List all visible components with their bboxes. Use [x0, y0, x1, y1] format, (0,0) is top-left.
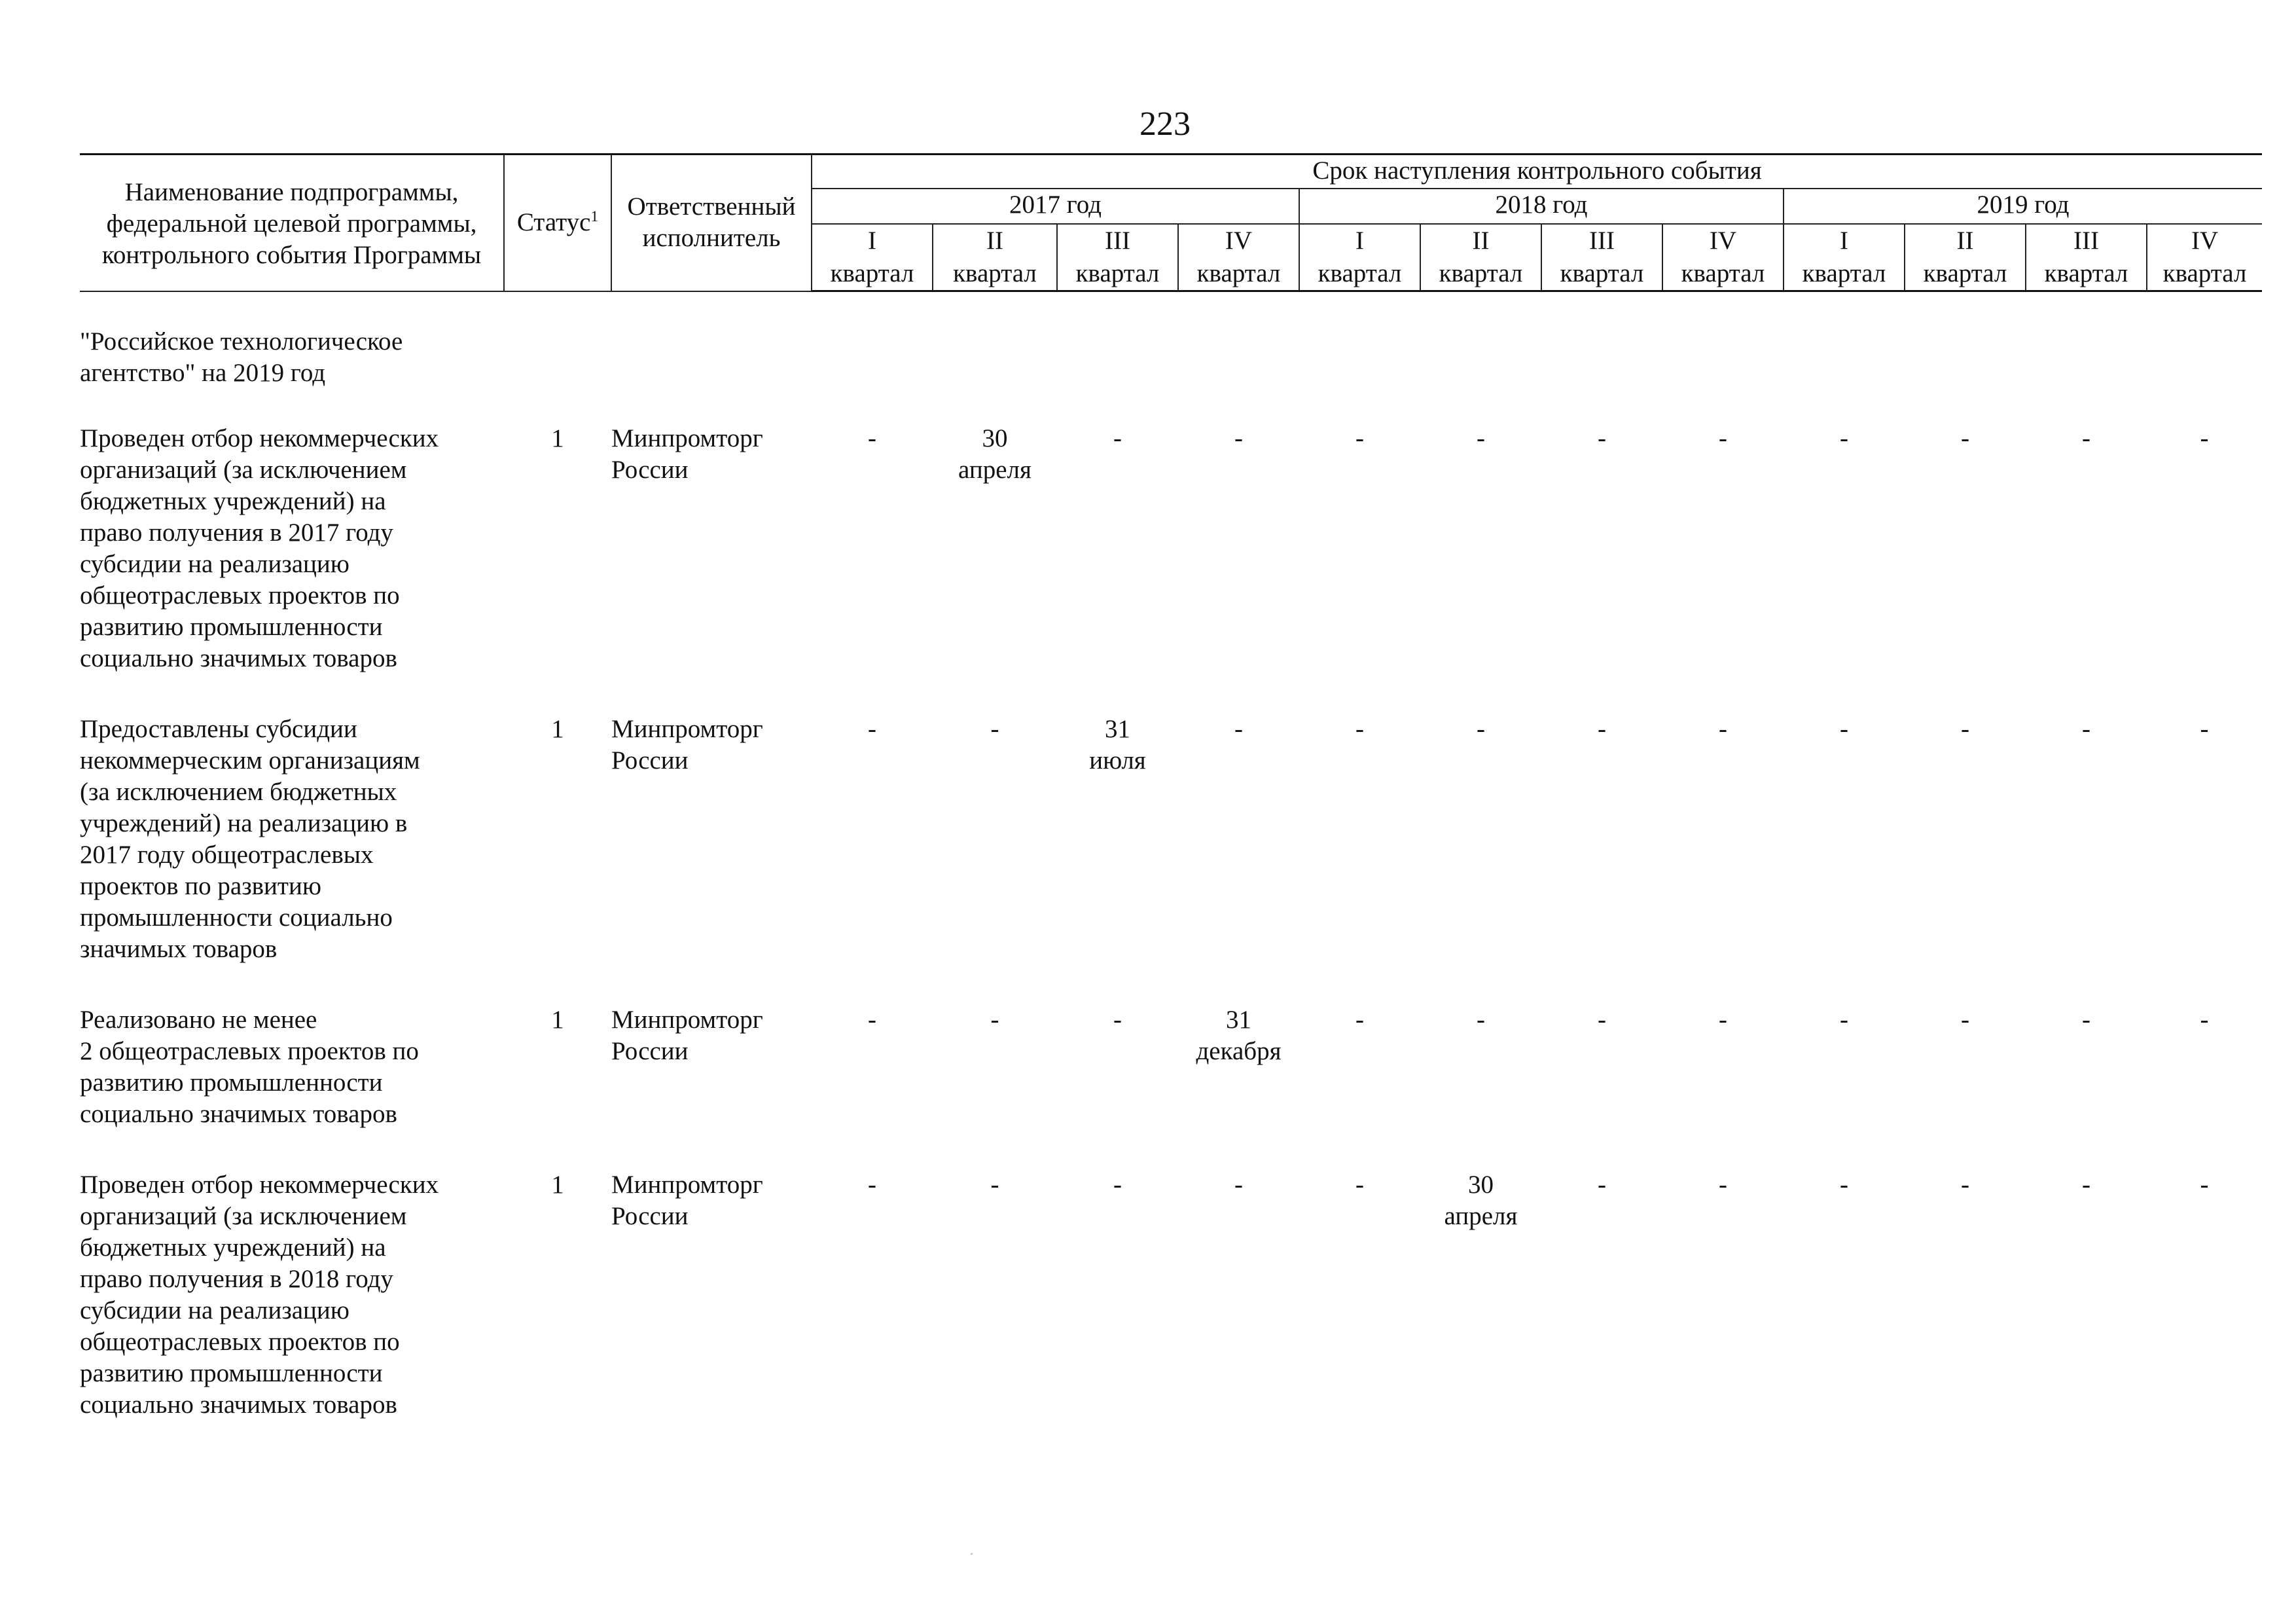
event-name-line: промышленности социально	[80, 903, 393, 932]
quarter-numeral: I	[1840, 227, 1848, 255]
quarter-value: -	[1234, 1170, 1243, 1199]
quarter-value: -	[1113, 1170, 1122, 1199]
quarter-cell	[933, 1004, 1057, 1169]
quarter-cell	[1420, 714, 1541, 1004]
table-row	[80, 714, 2262, 1004]
quarter-value: -	[1355, 1005, 1364, 1034]
quarter-word: квартал	[1923, 259, 2007, 287]
quarter-value: -	[2200, 1005, 2209, 1034]
quarter-word: квартал	[1560, 259, 1644, 287]
event-name-line: учреждений) на реализацию в	[80, 809, 408, 837]
quarter-numeral: IV	[1225, 227, 1253, 255]
quarter-value: -	[868, 1170, 876, 1199]
responsible-line: России	[611, 1201, 689, 1230]
quarter-cell	[2147, 1004, 2262, 1169]
event-name-line: общеотраслевых проектов по	[80, 1327, 400, 1356]
quarter-cell	[1178, 1004, 1299, 1169]
quarter-numeral: IV	[1709, 227, 1737, 255]
quarter-value: -	[1840, 424, 1848, 452]
subprogram-intro-row	[80, 291, 2262, 423]
quarter-cell	[1057, 1004, 1178, 1169]
quarter-cell	[812, 1169, 933, 1460]
quarter-word: квартал	[2162, 259, 2247, 287]
quarter-value: апреля	[958, 455, 1031, 484]
quarter-cell	[1178, 1169, 1299, 1460]
quarter-word: квартал	[1318, 259, 1402, 287]
event-name-line: организаций (за исключением	[80, 1201, 407, 1230]
quarter-cell	[1178, 714, 1299, 1004]
event-status-cell: 1	[551, 714, 564, 743]
quarter-cell	[933, 1169, 1057, 1460]
quarter-cell	[933, 423, 1057, 714]
quarter-value: -	[2082, 1170, 2090, 1199]
quarter-value: -	[1840, 1005, 1848, 1034]
quarter-value: -	[1719, 1170, 1727, 1199]
quarter-cell	[1784, 1169, 1905, 1460]
page-number: 223	[1139, 105, 1191, 143]
intro-line: "Российское технологическое	[80, 327, 403, 356]
quarter-value: -	[1961, 1170, 1969, 1199]
quarter-cell	[1662, 1004, 1784, 1169]
quarter-value: июля	[1089, 746, 1146, 775]
header-year-2019: 2019 год	[1784, 189, 2262, 224]
event-name-line: социально значимых товаров	[80, 644, 397, 672]
quarter-cell	[1662, 423, 1784, 714]
quarter-value: -	[1840, 1170, 1848, 1199]
quarter-value: -	[1598, 1170, 1606, 1199]
quarter-value: -	[1598, 714, 1606, 743]
quarter-cell	[1784, 714, 1905, 1004]
quarter-value: -	[1477, 1005, 1485, 1034]
quarter-cell	[812, 1004, 933, 1169]
quarter-value: -	[868, 714, 876, 743]
header-quarter-4	[1178, 224, 1299, 291]
quarter-value: -	[868, 424, 876, 452]
event-responsible-cell	[611, 1004, 812, 1169]
table-header	[80, 155, 2262, 291]
header-quarter-9	[1784, 224, 1905, 291]
status-footnote-mark: 1	[590, 208, 599, 226]
quarter-cell	[2026, 1169, 2147, 1460]
quarter-value: -	[1961, 424, 1969, 452]
header-responsible-column	[611, 155, 812, 291]
header-quarter-10	[1905, 224, 2026, 291]
event-status-cell: 1	[551, 424, 564, 452]
quarter-numeral: II	[1956, 227, 1974, 255]
quarter-cell	[1420, 423, 1541, 714]
control-events-table	[80, 153, 2262, 1460]
quarter-value: -	[1234, 714, 1243, 743]
quarter-cell	[1299, 423, 1420, 714]
quarter-numeral: III	[1589, 227, 1615, 255]
event-name-line: Реализовано не менее	[80, 1005, 317, 1034]
event-name-line: 2017 году общеотраслевых	[80, 840, 374, 869]
header-responsible-line: Ответственный	[627, 192, 796, 221]
quarter-value: -	[1598, 424, 1606, 452]
quarter-cell	[1541, 1169, 1662, 1460]
quarter-cell	[1541, 714, 1662, 1004]
event-name-line: Проведен отбор некоммерческих	[80, 1170, 439, 1199]
quarter-cell	[1420, 1004, 1541, 1169]
quarter-word: квартал	[1802, 259, 1886, 287]
quarter-value: -	[990, 1170, 999, 1199]
quarter-value: -	[1355, 424, 1364, 452]
quarter-cell	[812, 423, 933, 714]
quarter-cell	[1784, 1004, 1905, 1169]
event-name-cell	[80, 1169, 504, 1460]
scan-speck	[971, 1553, 973, 1555]
quarter-value: -	[990, 714, 999, 743]
header-status-column	[504, 155, 611, 291]
quarter-value: -	[1477, 424, 1485, 452]
header-quarter-12	[2147, 224, 2262, 291]
quarter-cell	[2147, 423, 2262, 714]
event-name-line: Проведен отбор некоммерческих	[80, 424, 439, 452]
quarter-cell	[1662, 714, 1784, 1004]
quarter-value: 30	[1468, 1170, 1494, 1199]
quarter-value: -	[1719, 1005, 1727, 1034]
event-name-cell	[80, 423, 504, 714]
quarter-word: квартал	[2044, 259, 2128, 287]
quarter-cell	[1178, 423, 1299, 714]
quarter-value: -	[2082, 1005, 2090, 1034]
event-name-line: развитию промышленности	[80, 1359, 383, 1387]
quarter-cell	[1905, 714, 2026, 1004]
event-name-line: развитию промышленности	[80, 1068, 383, 1097]
event-name-line: социально значимых товаров	[80, 1099, 397, 1128]
quarter-value: -	[1234, 424, 1243, 452]
quarter-value: -	[1355, 1170, 1364, 1199]
quarter-cell	[1662, 1169, 1784, 1460]
header-name-line: Наименование подпрограммы,	[124, 178, 459, 207]
quarter-value: -	[2082, 714, 2090, 743]
quarter-cell	[1299, 714, 1420, 1004]
responsible-line: Минпромторг	[611, 714, 763, 743]
quarter-value: -	[1719, 424, 1727, 452]
event-responsible-cell	[611, 423, 812, 714]
event-status-cell: 1	[551, 1005, 564, 1034]
quarter-word: квартал	[953, 259, 1037, 287]
event-name-line: Предоставлены субсидии	[80, 714, 357, 743]
table-row	[80, 423, 2262, 714]
header-quarter-3	[1057, 224, 1178, 291]
table-row	[80, 1169, 2262, 1460]
table-body	[80, 291, 2262, 1460]
quarter-cell	[1905, 423, 2026, 714]
responsible-line: России	[611, 1036, 689, 1065]
header-quarter-2	[933, 224, 1057, 291]
responsible-line: России	[611, 455, 689, 484]
quarter-value: -	[1113, 1005, 1122, 1034]
quarter-value: -	[1355, 714, 1364, 743]
quarter-cell	[1057, 714, 1178, 1004]
quarter-word: квартал	[1075, 259, 1160, 287]
quarter-value: апреля	[1444, 1201, 1518, 1230]
quarter-cell	[1299, 1169, 1420, 1460]
event-name-line: субсидии на реализацию	[80, 549, 350, 578]
event-name-line: 2 общеотраслевых проектов по	[80, 1036, 419, 1065]
header-status-label: Статус	[516, 208, 591, 237]
header-name-line: федеральной целевой программы,	[106, 210, 477, 238]
header-name-line: контрольного события Программы	[101, 241, 482, 270]
quarter-cell	[1905, 1004, 2026, 1169]
quarter-numeral: II	[986, 227, 1003, 255]
header-deadline-group: Срок наступления контрольного события	[812, 155, 2262, 189]
event-responsible-cell	[611, 714, 812, 1004]
quarter-value: декабря	[1196, 1036, 1282, 1065]
quarter-cell	[1784, 423, 1905, 714]
quarter-value: -	[1598, 1005, 1606, 1034]
header-quarter-1	[812, 224, 933, 291]
quarter-value: -	[1719, 714, 1727, 743]
header-quarter-8	[1662, 224, 1784, 291]
responsible-line: Минпромторг	[611, 1005, 763, 1034]
quarter-value: -	[1840, 714, 1848, 743]
quarter-value: -	[2200, 1170, 2209, 1199]
header-quarter-7	[1541, 224, 1662, 291]
event-name-cell	[80, 714, 504, 1004]
quarter-cell	[1541, 423, 1662, 714]
event-name-line: общеотраслевых проектов по	[80, 581, 400, 610]
quarter-value: -	[1961, 714, 1969, 743]
quarter-word: квартал	[830, 259, 914, 287]
quarter-value: 30	[982, 424, 1008, 452]
event-name-line: право получения в 2018 году	[80, 1264, 393, 1293]
event-name-line: (за исключением бюджетных	[80, 777, 397, 806]
event-name-line: бюджетных учреждений) на	[80, 1233, 386, 1262]
header-quarter-6	[1420, 224, 1541, 291]
quarter-word: квартал	[1439, 259, 1523, 287]
event-responsible-cell	[611, 1169, 812, 1460]
quarter-numeral: III	[1105, 227, 1130, 255]
quarter-value: -	[868, 1005, 876, 1034]
quarter-cell	[812, 714, 933, 1004]
quarter-cell	[1299, 1004, 1420, 1169]
header-name-column	[80, 155, 504, 291]
quarter-cell	[1057, 423, 1178, 714]
event-name-line: право получения в 2017 году	[80, 518, 393, 547]
quarter-value: -	[2200, 424, 2209, 452]
event-name-line: развитию промышленности	[80, 612, 383, 641]
quarter-word: квартал	[1196, 259, 1281, 287]
quarter-value: -	[1477, 714, 1485, 743]
quarter-numeral: III	[2073, 227, 2099, 255]
event-name-line: организаций (за исключением	[80, 455, 407, 484]
event-name-line: субсидии на реализацию	[80, 1296, 350, 1324]
header-quarter-5	[1299, 224, 1420, 291]
header-year-2018: 2018 год	[1299, 189, 1784, 224]
quarter-value: -	[1961, 1005, 1969, 1034]
header-responsible-line: исполнитель	[642, 224, 781, 253]
quarter-cell	[2147, 714, 2262, 1004]
quarter-value: -	[1113, 424, 1122, 452]
quarter-word: квартал	[1681, 259, 1765, 287]
quarter-cell	[1541, 1004, 1662, 1169]
header-quarter-11	[2026, 224, 2147, 291]
quarter-cell	[933, 714, 1057, 1004]
quarter-value: -	[2200, 714, 2209, 743]
event-name-line: некоммерческим организациям	[80, 746, 420, 775]
quarter-value: 31	[1226, 1005, 1251, 1034]
responsible-line: Минпромторг	[611, 424, 763, 452]
quarter-numeral: I	[868, 227, 876, 255]
quarter-cell	[2026, 714, 2147, 1004]
event-name-line: проектов по развитию	[80, 871, 321, 900]
quarter-cell	[2026, 423, 2147, 714]
quarter-numeral: IV	[2191, 227, 2219, 255]
responsible-line: Минпромторг	[611, 1170, 763, 1199]
event-status-cell: 1	[551, 1170, 564, 1199]
quarter-cell	[2026, 1004, 2147, 1169]
responsible-line: России	[611, 746, 689, 775]
quarter-cell	[2147, 1169, 2262, 1460]
event-name-cell	[80, 1004, 504, 1169]
intro-empty-cells	[504, 291, 2262, 423]
event-name-line: социально значимых товаров	[80, 1390, 397, 1419]
quarter-cell	[1905, 1169, 2026, 1460]
quarter-numeral: II	[1472, 227, 1490, 255]
intro-line: агентство" на 2019 год	[80, 358, 326, 387]
header-year-2017: 2017 год	[812, 189, 1299, 224]
quarter-value: -	[2082, 424, 2090, 452]
event-name-line: бюджетных учреждений) на	[80, 486, 386, 515]
event-name-line: значимых товаров	[80, 934, 278, 963]
quarter-value: -	[990, 1005, 999, 1034]
quarter-numeral: I	[1355, 227, 1364, 255]
quarter-cell	[1057, 1169, 1178, 1460]
quarter-value: 31	[1105, 714, 1130, 743]
quarter-cell	[1420, 1169, 1541, 1460]
table-row	[80, 1004, 2262, 1169]
subprogram-intro	[80, 291, 504, 423]
